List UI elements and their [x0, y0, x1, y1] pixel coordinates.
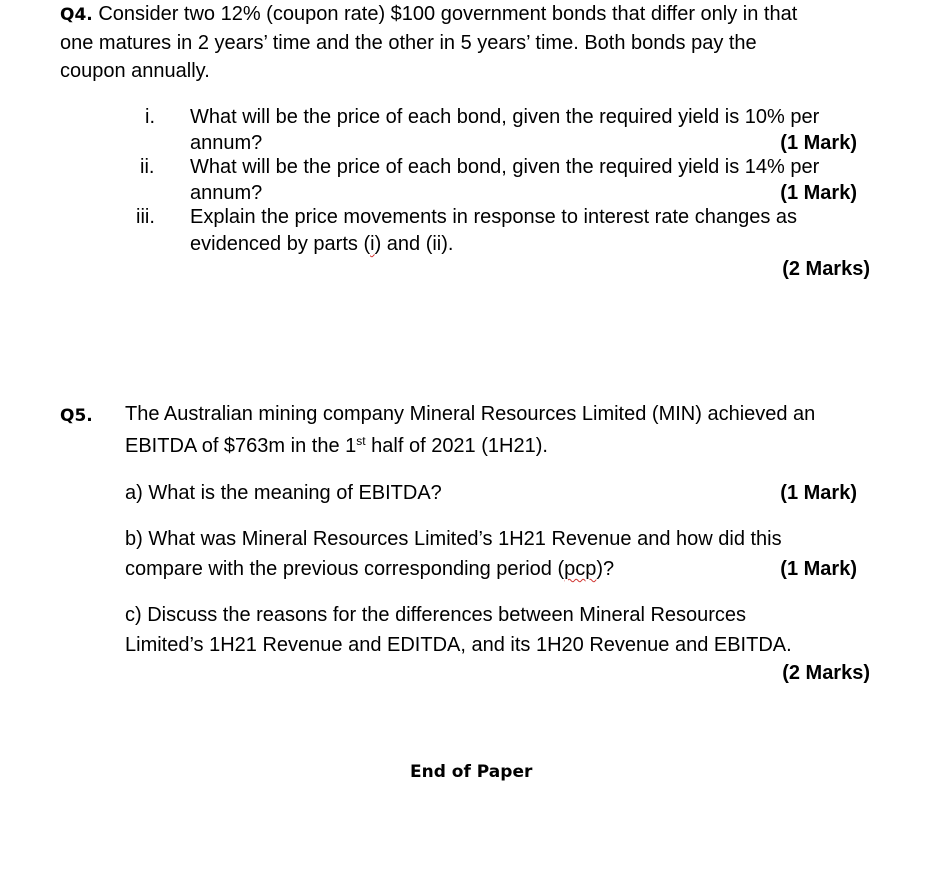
q4-intro-text1: Consider two 12% (coupon rate) $100 government bonds that differ only in that — [98, 3, 798, 25]
spellcheck-flag: i — [370, 233, 375, 255]
q4-item-text: evidenced by parts (i) and (ii). — [190, 233, 454, 255]
q5-number: Q5. — [60, 406, 93, 426]
end-of-paper: End of Paper — [410, 762, 533, 782]
q5-part-b-marks: (1 Mark) — [780, 558, 857, 580]
q4-item-numeral: iii. — [136, 206, 155, 228]
q5-part-c-line2: Limited’s 1H21 Revenue and EDITDA, and its 1H20 Revenue and EBITDA. — [125, 634, 792, 656]
q4-item-text: What will be the price of each bond, given the required yield is 10% per — [190, 106, 820, 128]
q5-intro-line1: The Australian mining company Mineral Resources Limited (MIN) achieved an — [125, 403, 816, 425]
q4-item-marks: (2 Marks) — [782, 258, 870, 280]
spellcheck-flag: pcp — [564, 558, 597, 580]
q4-item-numeral: i. — [145, 106, 155, 128]
q5-part-c-marks: (2 Marks) — [782, 662, 870, 684]
q5-part-b-line2: compare with the previous corresponding period (pcp)? — [125, 558, 615, 580]
q4-number: Q4. — [60, 5, 93, 25]
q5-part-a-marks: (1 Mark) — [780, 482, 857, 504]
q4-item-marks: (1 Mark) — [780, 182, 857, 204]
q5-intro-line2: EBITDA of $763m in the 1st half of 2021 (1H21). — [125, 434, 548, 457]
q4-item-text: What will be the price of each bond, given the required yield is 14% per — [190, 156, 820, 178]
q4-item-text: annum? — [190, 132, 263, 154]
q5-part-a-text: a) What is the meaning of EBITDA? — [125, 482, 442, 504]
q4-item-text: annum? — [190, 182, 263, 204]
q4-item-numeral: ii. — [140, 156, 155, 178]
q4-intro-line1 — [60, 0, 797, 29]
q5-part-b-line1: b) What was Mineral Resources Limited’s 1H21 Revenue and how did this — [125, 528, 782, 550]
q4-intro-line2: one matures in 2 years’ time and the other in 5 years’ time. Both bonds pay the — [60, 32, 757, 54]
q5-part-c-line1: c) Discuss the reasons for the differences between Mineral Resources — [125, 604, 747, 626]
q4-item-text: Explain the price movements in response to interest rate changes as — [190, 206, 797, 228]
q4-intro-line3: coupon annually. — [60, 60, 210, 82]
q4-item-marks: (1 Mark) — [780, 132, 857, 154]
